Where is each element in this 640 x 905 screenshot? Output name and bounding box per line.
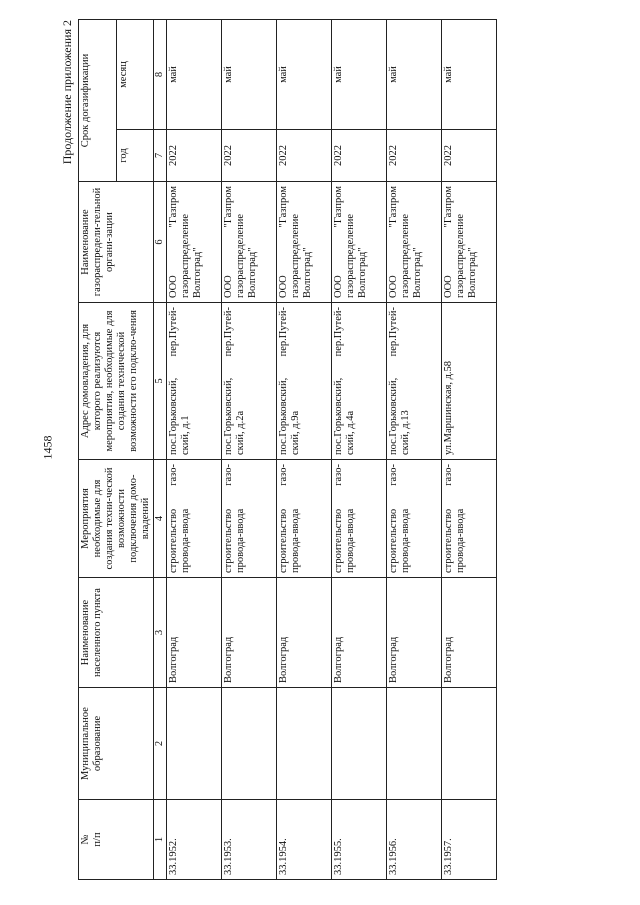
cell-month: май: [332, 19, 387, 129]
header-municipality: Муниципальное образование: [79, 688, 154, 800]
cell-num: 33.1956.: [387, 800, 442, 880]
cell-address: пос.Горьковский, пер.Путей-ский, д.4а: [332, 303, 387, 460]
header-month: месяц: [116, 19, 154, 129]
cell-organization: ООО "Газпром газораспределение Волгоград": [222, 182, 277, 303]
header-year: год: [116, 130, 154, 182]
header-address: Адрес домовладения, для которого реализуются мероприятия, необходимые для создания технической возможности его подклю-чения: [79, 303, 154, 460]
cell-organization: ООО "Газпром газораспределение Волгоград": [442, 182, 497, 303]
cell-settlement: Волгоград: [387, 578, 442, 688]
cell-settlement: Волгоград: [167, 578, 222, 688]
cell-year: 2022: [387, 130, 442, 182]
cell-settlement: Волгоград: [222, 578, 277, 688]
cell-address: пос.Горьковский, пер.Путей-ский, д.9а: [277, 303, 332, 460]
cell-settlement: Волгоград: [442, 578, 497, 688]
column-number: 8: [154, 19, 167, 129]
cell-num: 33.1954.: [277, 800, 332, 880]
cell-address: ул.Маршинская, д.58: [442, 303, 497, 460]
header-measures: Мероприятия необходимые для создания техни-ческой возможности подключения домо-владений: [79, 460, 154, 578]
column-number: 3: [154, 578, 167, 688]
column-number: 6: [154, 182, 167, 303]
column-number: 5: [154, 303, 167, 460]
cell-year: 2022: [332, 130, 387, 182]
cell-settlement: Волгоград: [332, 578, 387, 688]
continuation-caption: Продолжение приложения 2: [60, 20, 74, 165]
cell-organization: ООО "Газпром газораспределение Волгоград": [387, 182, 442, 303]
cell-month: май: [442, 19, 497, 129]
cell-month: май: [222, 19, 277, 129]
page-number: 1458: [40, 435, 55, 460]
cell-municipality: [332, 688, 387, 800]
document-sheet: [60, 20, 635, 880]
cell-measures: строительство газо-провода-ввода: [387, 460, 442, 578]
table-row: [442, 19, 497, 879]
cell-num: 33.1955.: [332, 800, 387, 880]
cell-organization: ООО "Газпром газораспределение Волгоград": [332, 182, 387, 303]
cell-year: 2022: [277, 130, 332, 182]
column-number: 1: [154, 800, 167, 880]
cell-address: пос.Горьковский, пер.Путей-ский, д.13: [387, 303, 442, 460]
table-row: [222, 19, 277, 879]
cell-measures: строительство газо-провода-ввода: [332, 460, 387, 578]
cell-municipality: [167, 688, 222, 800]
header-deadline: Срок догазификации: [79, 19, 117, 181]
table-row: [387, 19, 442, 879]
cell-organization: ООО "Газпром газораспределение Волгоград": [167, 182, 222, 303]
column-number-row: [154, 19, 167, 879]
cell-year: 2022: [442, 130, 497, 182]
cell-address: пос.Горьковский, пер.Путей-ский, д.2а: [222, 303, 277, 460]
cell-num: 33.1957.: [442, 800, 497, 880]
cell-year: 2022: [167, 130, 222, 182]
cell-num: 33.1952.: [167, 800, 222, 880]
cell-municipality: [222, 688, 277, 800]
column-number: 7: [154, 130, 167, 182]
cell-settlement: Волгоград: [277, 578, 332, 688]
cell-address: пос.Горьковский, пер.Путей-ский, д.1: [167, 303, 222, 460]
header-organization: Наименование газораспредели-тельной органи-зации: [79, 182, 154, 303]
header-settlement: Наименование населенного пункта: [79, 578, 154, 688]
table-row: [332, 19, 387, 879]
cell-measures: строительство газо-провода-ввода: [442, 460, 497, 578]
header-num: № п/п: [79, 800, 154, 880]
cell-municipality: [277, 688, 332, 800]
cell-measures: строительство газо-провода-ввода: [167, 460, 222, 578]
cell-month: май: [277, 19, 332, 129]
gasification-table: [78, 19, 497, 880]
cell-month: май: [387, 19, 442, 129]
cell-year: 2022: [222, 130, 277, 182]
cell-municipality: [442, 688, 497, 800]
cell-measures: строительство газо-провода-ввода: [277, 460, 332, 578]
cell-organization: ООО "Газпром газораспределение Волгоград": [277, 182, 332, 303]
column-number: 4: [154, 460, 167, 578]
column-number: 2: [154, 688, 167, 800]
cell-municipality: [387, 688, 442, 800]
table-row: [167, 19, 222, 879]
cell-num: 33.1953.: [222, 800, 277, 880]
cell-month: май: [167, 19, 222, 129]
table-row: [277, 19, 332, 879]
cell-measures: строительство газо-провода-ввода: [222, 460, 277, 578]
